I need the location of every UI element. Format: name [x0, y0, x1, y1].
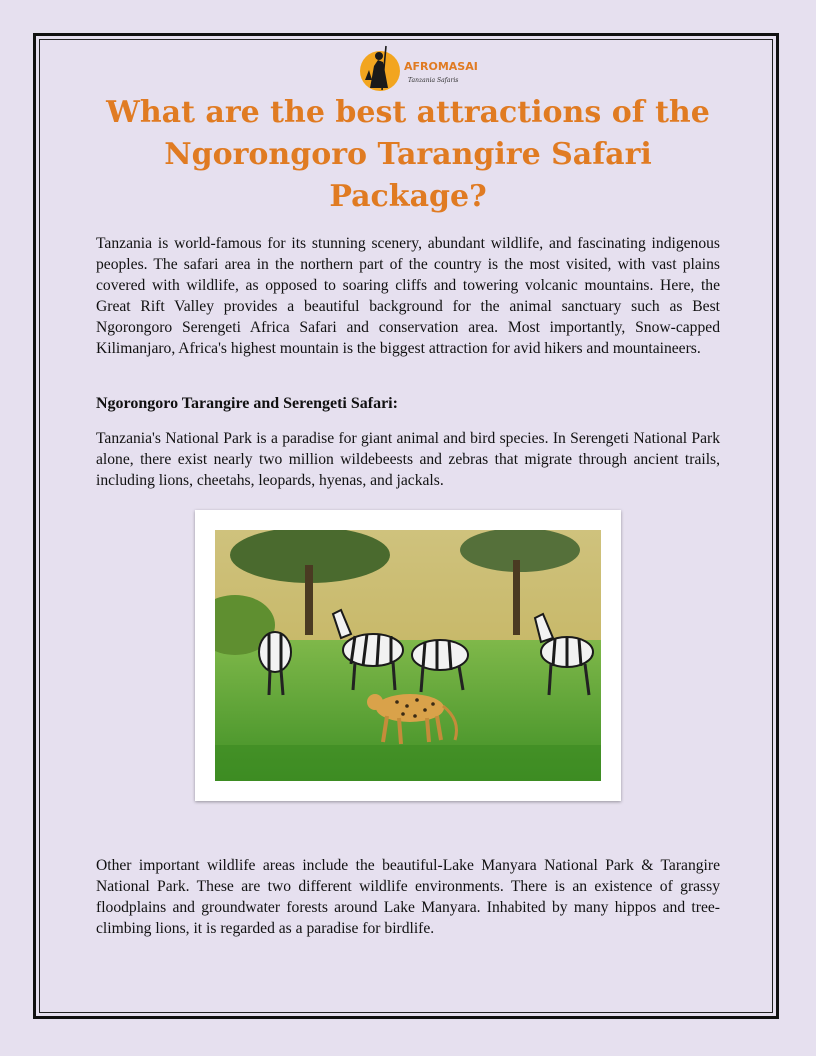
page-title: What are the best attractions of the Ngorongoro Tarangire Safari Package? [106, 95, 710, 214]
logo-brand: AFROMASAI [404, 60, 478, 73]
intro-paragraph: Tanzania is world-famous for its stunning scenery, abundant wildlife, and fascinating indigenous peoples. The safari area in the northern part of the country is the most visited, with vast plains covered with wildlife, as opposed to soaring cliffs and towering volcanic mountains. Here, the Great Rift Valley provides a beautiful background for the animal sanctuary such as Best Ngorongoro Serengeti Africa Safari and conservation area. Most importantly, Snow-capped Kilimanjaro, Africa's highest mountain is the biggest attraction for avid hikers and mountaineers. [96, 235, 720, 357]
zebras-and-cheetah-photo [215, 530, 601, 781]
photo-frame [195, 510, 621, 801]
logo-tagline: Tanzania Safaris [408, 77, 459, 84]
afromasai-logo [356, 42, 478, 94]
maasai-warrior-logo-icon [356, 42, 478, 94]
parks-paragraph: Tanzania's National Park is a paradise for giant animal and bird species. In Serengeti National Park alone, there exist nearly two million wildebeests and zebras that migrate through ancient trails, including lions, cheetahs, leopards, hyenas, and jackals. [96, 430, 720, 489]
other-areas-paragraph: Other important wildlife areas include the beautiful-Lake Manyara National Park & Tarangire National Park. These are two different wildlife environments. There is an existence of grassy floodplains and groundwater forests around Lake Manyara. Inhabited by many hippos and tree-climbing lions, it is regarded as a paradise for birdlife. [96, 857, 720, 937]
section-subheading: Ngorongoro Tarangire and Serengeti Safari: [96, 395, 398, 412]
